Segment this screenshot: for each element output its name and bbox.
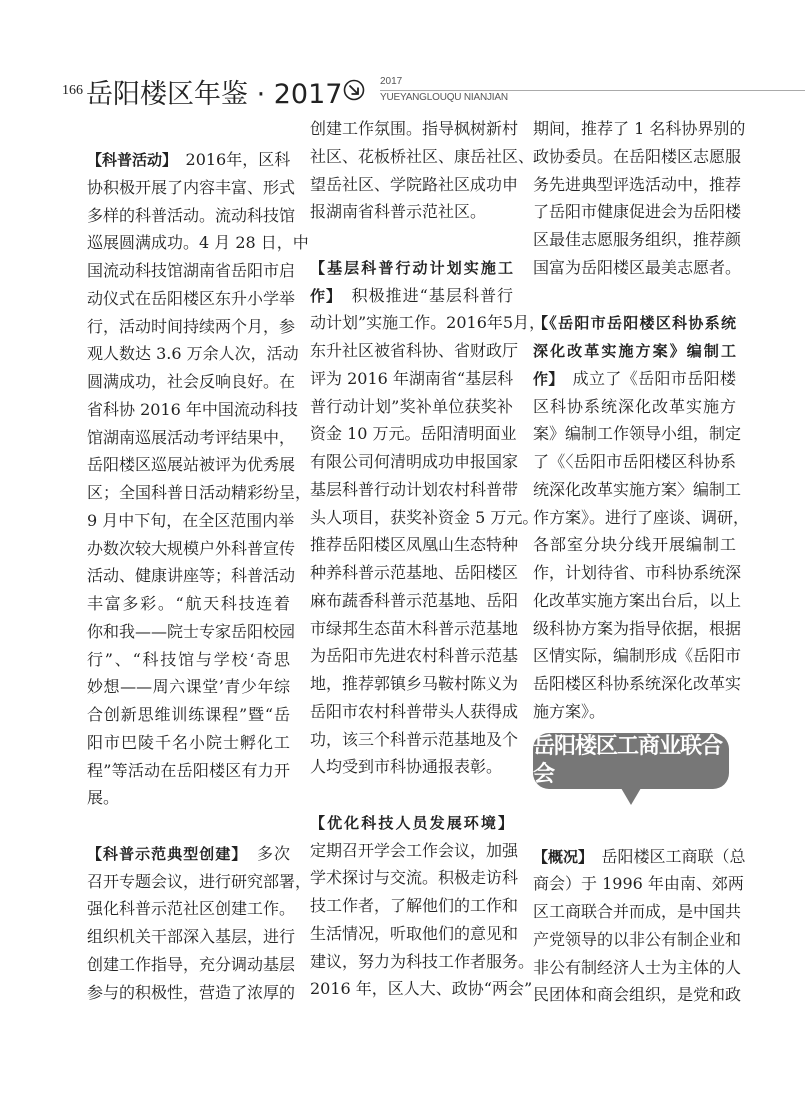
body-text: 活动、健康讲座等；科普活动 bbox=[87, 566, 296, 586]
text-line bbox=[533, 254, 742, 282]
body-text: 非公有制经济人士为主体的人 bbox=[533, 957, 742, 977]
text-line bbox=[310, 337, 519, 365]
body-text: 功，该三个科普示范基地及个 bbox=[310, 729, 519, 749]
text-line bbox=[87, 868, 312, 896]
text-line bbox=[87, 257, 296, 285]
text-line bbox=[87, 923, 296, 951]
paragraph-gap bbox=[533, 282, 736, 310]
text-line bbox=[87, 313, 296, 341]
text-line bbox=[87, 701, 290, 729]
body-text: 国富为岳阳楼区最美志愿者。 bbox=[533, 257, 742, 277]
body-text: 协积极开展了内容丰富、形式 bbox=[87, 177, 296, 197]
text-line bbox=[310, 531, 519, 559]
body-text: 馆湖南巡展活动考评结果中， bbox=[87, 427, 296, 447]
text-line bbox=[533, 698, 736, 726]
text-line bbox=[87, 285, 296, 313]
text-line bbox=[310, 837, 519, 865]
body-text: 观人数达 3.6 万余人次，活动 bbox=[87, 344, 299, 364]
text-line bbox=[87, 146, 290, 174]
body-text: 社区、花板桥社区、康岳社区、 bbox=[310, 146, 535, 166]
column-1 bbox=[87, 146, 312, 1006]
body-text: 多样的科普活动。流动科技馆 bbox=[87, 205, 296, 225]
text-line bbox=[87, 590, 290, 618]
body-text: 作，计划待省、市科协系统深 bbox=[533, 563, 742, 582]
text-line bbox=[87, 673, 290, 701]
text-line bbox=[87, 951, 296, 979]
text-line bbox=[310, 504, 539, 532]
body-text: 丰富多彩。“航天科技连着 bbox=[87, 594, 290, 613]
body-text: 召开专题会议，进行研究部署， bbox=[87, 871, 312, 891]
text-line bbox=[87, 840, 290, 868]
section-heading: 【《岳阳市岳阳楼区科协系统 bbox=[533, 314, 736, 333]
text-line bbox=[533, 954, 742, 982]
text-line bbox=[533, 337, 736, 365]
paragraph bbox=[87, 840, 312, 1007]
body-text: 报湖南省科普示范社区。 bbox=[310, 202, 487, 222]
body-text: 级科协方案为指导依据，根据 bbox=[533, 618, 742, 638]
text-line bbox=[87, 479, 312, 507]
yearbook-title: 岳阳楼区年鉴 · 2017 bbox=[86, 79, 343, 110]
body-text: 岳阳市农村科普带头人获得成 bbox=[310, 701, 519, 721]
body-text: 建议，努力为科技工作者服务。 bbox=[310, 951, 535, 971]
text-line bbox=[533, 981, 742, 1009]
body-text: 岳阳楼区巡展站被评为优秀展 bbox=[87, 455, 296, 475]
text-line bbox=[87, 618, 296, 646]
body-text: 民团体和商会组织，是党和政 bbox=[533, 985, 742, 1005]
body-text: 头人项目，获奖补资金 5 万元。 bbox=[310, 507, 539, 527]
section-banner bbox=[533, 733, 736, 843]
text-line bbox=[310, 864, 519, 892]
text-line bbox=[87, 451, 296, 479]
body-text: 区情实际，编制形成《岳阳市 bbox=[533, 646, 742, 666]
text-line bbox=[310, 615, 519, 643]
body-text: 创建工作氛围。指导枫树新村 bbox=[310, 119, 519, 138]
section-banner-title: 岳阳楼区工商业联合会 bbox=[533, 733, 729, 789]
text-line bbox=[310, 698, 519, 726]
body-text: 有限公司何清明成功申报国家 bbox=[310, 452, 519, 471]
column-2 bbox=[310, 115, 546, 1003]
text-line bbox=[533, 143, 742, 171]
body-text: 期间，推荐了 1 名科协界别的 bbox=[533, 119, 746, 138]
body-text: 动计划”实施工作。2016年5月， bbox=[310, 313, 546, 333]
body-text: 办数次较大规模户外科普宣传 bbox=[87, 538, 296, 558]
text-line bbox=[310, 975, 533, 1003]
body-text: 创建工作指导，充分调动基层 bbox=[87, 954, 296, 974]
body-text: 了岳阳市健康促进会为岳阳楼 bbox=[533, 202, 742, 222]
body-text: 多次 bbox=[239, 843, 290, 863]
section-heading: 【科普示范典型创建】 bbox=[87, 844, 240, 863]
text-line bbox=[533, 393, 736, 421]
section-heading: 【基层科普行动计划实施工 bbox=[310, 258, 513, 277]
body-text: 了《〈岳阳市岳阳楼区科协系 bbox=[533, 452, 736, 471]
body-text: 省科协 2016 年中国流动科技 bbox=[87, 399, 298, 419]
body-text: 2016 年，区人大、政协“两会” bbox=[310, 979, 533, 999]
paragraph bbox=[533, 843, 746, 1010]
text-line bbox=[310, 365, 513, 393]
text-line bbox=[533, 420, 742, 448]
body-text: 资金 10 万元。岳阳清明面业 bbox=[310, 424, 517, 444]
body-text: 统深化改革实施方案〉编制工 bbox=[533, 479, 742, 499]
text-line bbox=[87, 202, 296, 230]
text-line bbox=[310, 670, 519, 698]
body-text: 巡展圆满成功。4 月 28 日，中 bbox=[87, 233, 309, 253]
text-line bbox=[87, 340, 299, 368]
body-text: 行，活动时间持续两个月，参 bbox=[87, 316, 296, 336]
body-text: 区；全国科普日活动精彩纷呈， bbox=[87, 483, 312, 502]
body-text: 妙想——周六课堂’青少年综 bbox=[87, 677, 290, 697]
body-text: 成立了《岳阳市岳阳楼 bbox=[556, 368, 736, 388]
text-line bbox=[533, 365, 736, 393]
text-line bbox=[87, 507, 295, 535]
body-text: 2016年，区科 bbox=[169, 150, 291, 169]
body-text: 积极推进“基层科普行 bbox=[334, 285, 513, 305]
text-line bbox=[533, 476, 742, 504]
body-text: 商会）于 1996 年由南、郊两 bbox=[533, 874, 744, 894]
text-line bbox=[310, 448, 519, 476]
body-text: 动仪式在岳阳楼区东升小学举 bbox=[87, 288, 296, 308]
body-text: 种养科普示范基地、岳阳楼区 bbox=[310, 563, 519, 582]
text-line bbox=[87, 729, 290, 757]
body-text: 案》编制工作领导小组，制定 bbox=[533, 424, 742, 444]
body-text: 程”等活动在岳阳楼区有力开 bbox=[87, 760, 290, 780]
text-line bbox=[533, 559, 742, 587]
text-line bbox=[87, 424, 296, 452]
paragraph-gap bbox=[87, 812, 290, 840]
text-line bbox=[533, 171, 742, 199]
header-pinyin: YUEYANGLOUQU NIANJIAN bbox=[380, 92, 508, 103]
text-line bbox=[310, 753, 513, 781]
text-line bbox=[87, 229, 309, 257]
body-text: 作方案》。进行了座谈、调研， bbox=[533, 507, 750, 527]
text-line bbox=[533, 898, 742, 926]
text-line bbox=[533, 870, 744, 898]
body-text: 9 月中下旬，在全区范围内举 bbox=[87, 510, 295, 530]
text-line bbox=[533, 926, 742, 954]
text-line bbox=[533, 843, 746, 871]
text-line bbox=[310, 809, 513, 837]
text-line bbox=[310, 476, 519, 504]
text-line bbox=[310, 948, 535, 976]
body-text: 推荐岳阳楼区凤凰山生态特种 bbox=[310, 535, 519, 555]
paragraph-gap bbox=[310, 781, 513, 809]
body-text: 麻布蔬香科普示范基地、岳阳 bbox=[310, 590, 519, 610]
body-text: 合创新思维训练课程”暨“岳 bbox=[87, 705, 290, 724]
section-heading: 作】 bbox=[533, 369, 557, 388]
text-line bbox=[533, 226, 742, 254]
body-text: 为岳阳市先进农村科普示范基 bbox=[310, 646, 519, 666]
text-line bbox=[533, 531, 736, 559]
body-text: 强化科普示范社区创建工作。 bbox=[87, 899, 296, 919]
body-text: 国流动科技馆湖南省岳阳市启 bbox=[87, 261, 296, 280]
body-text: 区最佳志愿服务组织，推荐颜 bbox=[533, 230, 742, 249]
paragraph bbox=[310, 115, 535, 226]
text-line bbox=[533, 115, 746, 143]
body-text: 务先进典型评选活动中，推荐 bbox=[533, 174, 742, 194]
body-text: 人均受到市科协通报表彰。 bbox=[310, 757, 503, 777]
text-line bbox=[533, 198, 742, 226]
text-line bbox=[310, 892, 519, 920]
paragraph bbox=[533, 309, 750, 725]
body-text: 区科协系统深化改革实施方 bbox=[533, 396, 736, 416]
text-line bbox=[87, 396, 298, 424]
text-line bbox=[87, 979, 296, 1007]
text-line bbox=[533, 615, 742, 643]
text-line bbox=[87, 174, 296, 202]
text-line bbox=[310, 559, 519, 587]
body-text: 展。 bbox=[87, 788, 120, 808]
body-text: 东升社区被省科协、省财政厅 bbox=[310, 341, 519, 360]
body-text: 施方案》。 bbox=[533, 701, 606, 721]
text-line bbox=[310, 726, 519, 754]
header-rule bbox=[380, 90, 805, 91]
paragraph-gap bbox=[310, 226, 513, 254]
paragraph bbox=[310, 809, 535, 1003]
body-text: 圆满成功，社会反响良好。在 bbox=[87, 372, 296, 391]
text-line bbox=[533, 670, 742, 698]
text-line bbox=[310, 198, 513, 226]
paragraph bbox=[310, 254, 546, 781]
text-line bbox=[87, 757, 290, 785]
body-text: 化改革实施方案出台后，以上 bbox=[533, 590, 742, 610]
text-line bbox=[310, 282, 513, 310]
header-year: 2017 bbox=[380, 76, 403, 87]
text-line bbox=[87, 535, 296, 563]
text-line bbox=[533, 504, 750, 532]
text-line bbox=[87, 368, 296, 396]
text-line bbox=[310, 143, 535, 171]
text-line bbox=[310, 171, 519, 199]
body-text: 望岳社区、学院路社区成功申 bbox=[310, 174, 519, 194]
text-line bbox=[310, 642, 519, 670]
body-text: 基层科普行动计划农村科普带 bbox=[310, 479, 519, 499]
body-text: 组织机关干部深入基层，进行 bbox=[87, 927, 296, 946]
text-line bbox=[310, 254, 513, 282]
text-line bbox=[533, 587, 742, 615]
body-text: 学术探讨与交流。积极走访科 bbox=[310, 868, 519, 888]
body-text: 岳阳楼区工商联（总 bbox=[585, 846, 746, 866]
body-text: 评为 2016 年湖南省“基层科 bbox=[310, 368, 514, 388]
body-text: 各部室分块分线开展编制工 bbox=[533, 535, 736, 555]
body-text: 定期召开学会工作会议，加强 bbox=[310, 840, 519, 860]
paragraph bbox=[533, 115, 746, 282]
section-heading: 【概况】 bbox=[533, 847, 586, 866]
column-3 bbox=[533, 115, 750, 1009]
circle-arrow-icon bbox=[343, 79, 365, 101]
body-text: 阳市巴陵千名小院士孵化工 bbox=[87, 732, 290, 752]
text-line bbox=[310, 309, 546, 337]
page-number: 166 bbox=[62, 83, 83, 98]
section-heading: 作】 bbox=[310, 286, 335, 305]
body-text: 地，推荐郭镇乡马鞍村陈义为 bbox=[310, 674, 519, 693]
text-line bbox=[310, 920, 519, 948]
section-heading: 【科普活动】 bbox=[87, 151, 170, 169]
text-line bbox=[87, 784, 290, 812]
body-text: 产党领导的以非公有制企业和 bbox=[533, 929, 742, 949]
body-text: 政协委员。在岳阳楼区志愿服 bbox=[533, 146, 742, 166]
body-text: 参与的积极性，营造了浓厚的 bbox=[87, 982, 296, 1002]
body-text: 岳阳楼区科协系统深化改革实 bbox=[533, 674, 742, 693]
text-line bbox=[533, 642, 742, 670]
text-line bbox=[310, 420, 517, 448]
section-heading: 【优化科技人员发展环境】 bbox=[310, 813, 513, 832]
paragraph bbox=[87, 146, 312, 812]
text-line bbox=[533, 448, 736, 476]
text-line bbox=[310, 393, 513, 421]
text-line bbox=[87, 895, 296, 923]
body-text: 普行动计划”奖补单位获奖补 bbox=[310, 396, 513, 416]
text-line bbox=[533, 309, 736, 337]
text-line bbox=[310, 115, 519, 143]
body-text: 技工作者，了解他们的工作和 bbox=[310, 896, 519, 915]
text-line bbox=[87, 562, 296, 590]
section-heading: 深化改革实施方案》编制工 bbox=[533, 342, 736, 360]
body-text: 你和我——院士专家岳阳校园 bbox=[87, 621, 296, 641]
body-text: 生活情况，听取他们的意见和 bbox=[310, 923, 519, 943]
text-line bbox=[310, 587, 519, 615]
text-line bbox=[87, 646, 290, 674]
body-text: 市绿邦生态苗木科普示范基地 bbox=[310, 618, 519, 638]
body-text: 区工商联合并而成，是中国共 bbox=[533, 902, 742, 921]
body-text: 行”、“科技馆与学校‘奇思 bbox=[87, 649, 290, 669]
